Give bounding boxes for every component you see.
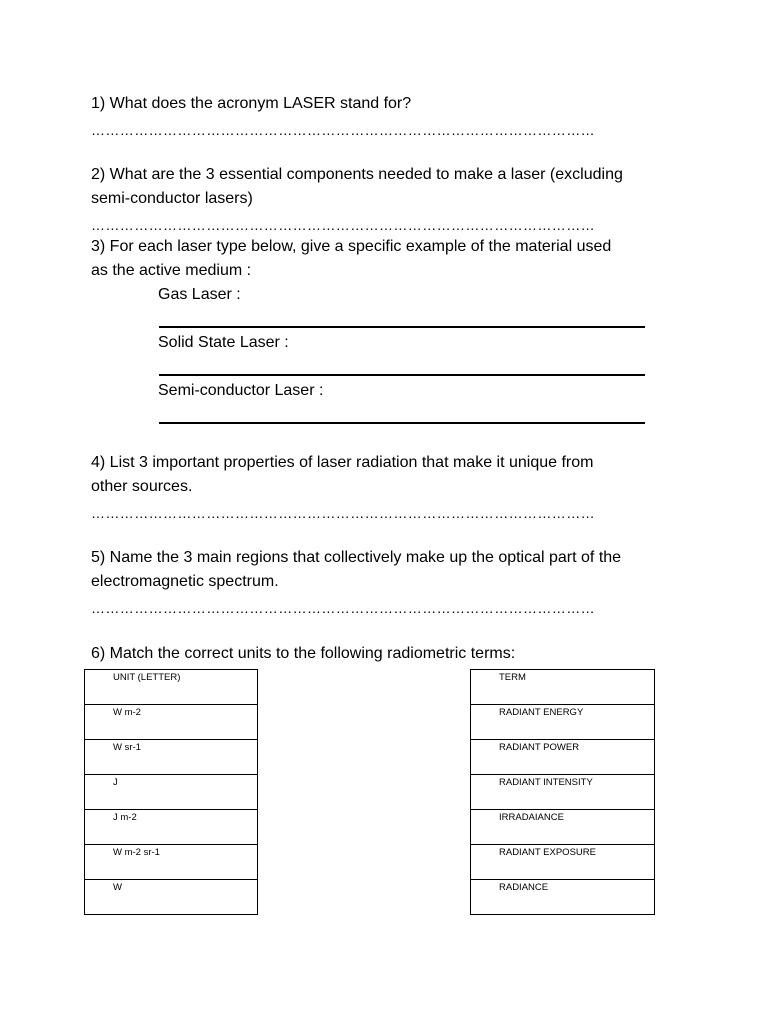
question-1-text: 1) What does the acronym LASER stand for?: [91, 95, 412, 112]
question-2-text-line-1: 2) What are the 3 essential components needed to make a laser (excluding: [91, 166, 623, 183]
units-cell[interactable]: W: [85, 880, 258, 915]
question-3-text-line-1: 3) For each laser type below, give a specific example of the material used: [91, 238, 612, 255]
terms-cell[interactable]: RADIANT EXPOSURE: [471, 845, 655, 880]
question-5-text-line-1: 5) Name the 3 main regions that collectively make up the optical part of the: [91, 549, 622, 566]
terms-cell[interactable]: IRRADAIANCE: [471, 810, 655, 845]
table-row[interactable]: [85, 705, 258, 740]
table-row[interactable]: [471, 705, 655, 740]
question-2-text-line-2: semi-conductor lasers): [91, 190, 253, 207]
gas-laser-answer-line[interactable]: [159, 326, 645, 328]
answer-dotted-line-5[interactable]: ……………………………………………………………………………………………: [91, 601, 595, 615]
question-4-text-line-1: 4) List 3 important properties of laser radiation that make it unique from: [91, 454, 594, 471]
question-5-text-line-2: electromagnetic spectrum.: [91, 573, 279, 590]
terms-cell[interactable]: RADIANT ENERGY: [471, 705, 655, 740]
table-row[interactable]: [85, 845, 258, 880]
table-row[interactable]: [85, 880, 258, 915]
units-table: [84, 669, 258, 915]
table-row[interactable]: [85, 670, 258, 705]
table-row[interactable]: [471, 810, 655, 845]
semiconductor-laser-answer-line[interactable]: [159, 422, 645, 424]
semiconductor-laser-label: Semi-conductor Laser :: [158, 382, 324, 399]
table-row[interactable]: [471, 845, 655, 880]
table-row[interactable]: [85, 775, 258, 810]
table-row[interactable]: [471, 670, 655, 705]
table-row[interactable]: [471, 775, 655, 810]
answer-dotted-line-4[interactable]: ……………………………………………………………………………………………: [91, 506, 595, 520]
table-row[interactable]: [85, 740, 258, 775]
terms-table: [470, 669, 655, 915]
units-cell[interactable]: W m-2 sr-1: [85, 845, 258, 880]
units-cell[interactable]: W m-2: [85, 705, 258, 740]
table-row[interactable]: [471, 880, 655, 915]
terms-cell[interactable]: RADIANT INTENSITY: [471, 775, 655, 810]
units-cell[interactable]: J: [85, 775, 258, 810]
solid-state-laser-label: Solid State Laser :: [158, 334, 289, 351]
answer-dotted-line-2[interactable]: ……………………………………………………………………………………………: [91, 218, 595, 232]
question-4-text-line-2: other sources.: [91, 478, 193, 495]
units-cell[interactable]: J m-2: [85, 810, 258, 845]
question-3-text-line-2: as the active medium :: [91, 262, 252, 279]
solid-state-laser-answer-line[interactable]: [159, 374, 645, 376]
terms-cell[interactable]: RADIANT POWER: [471, 740, 655, 775]
units-cell-header[interactable]: UNIT (LETTER): [85, 670, 258, 705]
question-6-text: 6) Match the correct units to the following radiometric terms:: [91, 645, 516, 662]
table-row[interactable]: [471, 740, 655, 775]
terms-cell-header[interactable]: TERM: [471, 670, 655, 705]
terms-cell[interactable]: RADIANCE: [471, 880, 655, 915]
gas-laser-label: Gas Laser :: [158, 286, 241, 303]
answer-dotted-line-1[interactable]: ……………………………………………………………………………………………: [91, 123, 595, 137]
units-cell[interactable]: W sr-1: [85, 740, 258, 775]
table-row[interactable]: [85, 810, 258, 845]
